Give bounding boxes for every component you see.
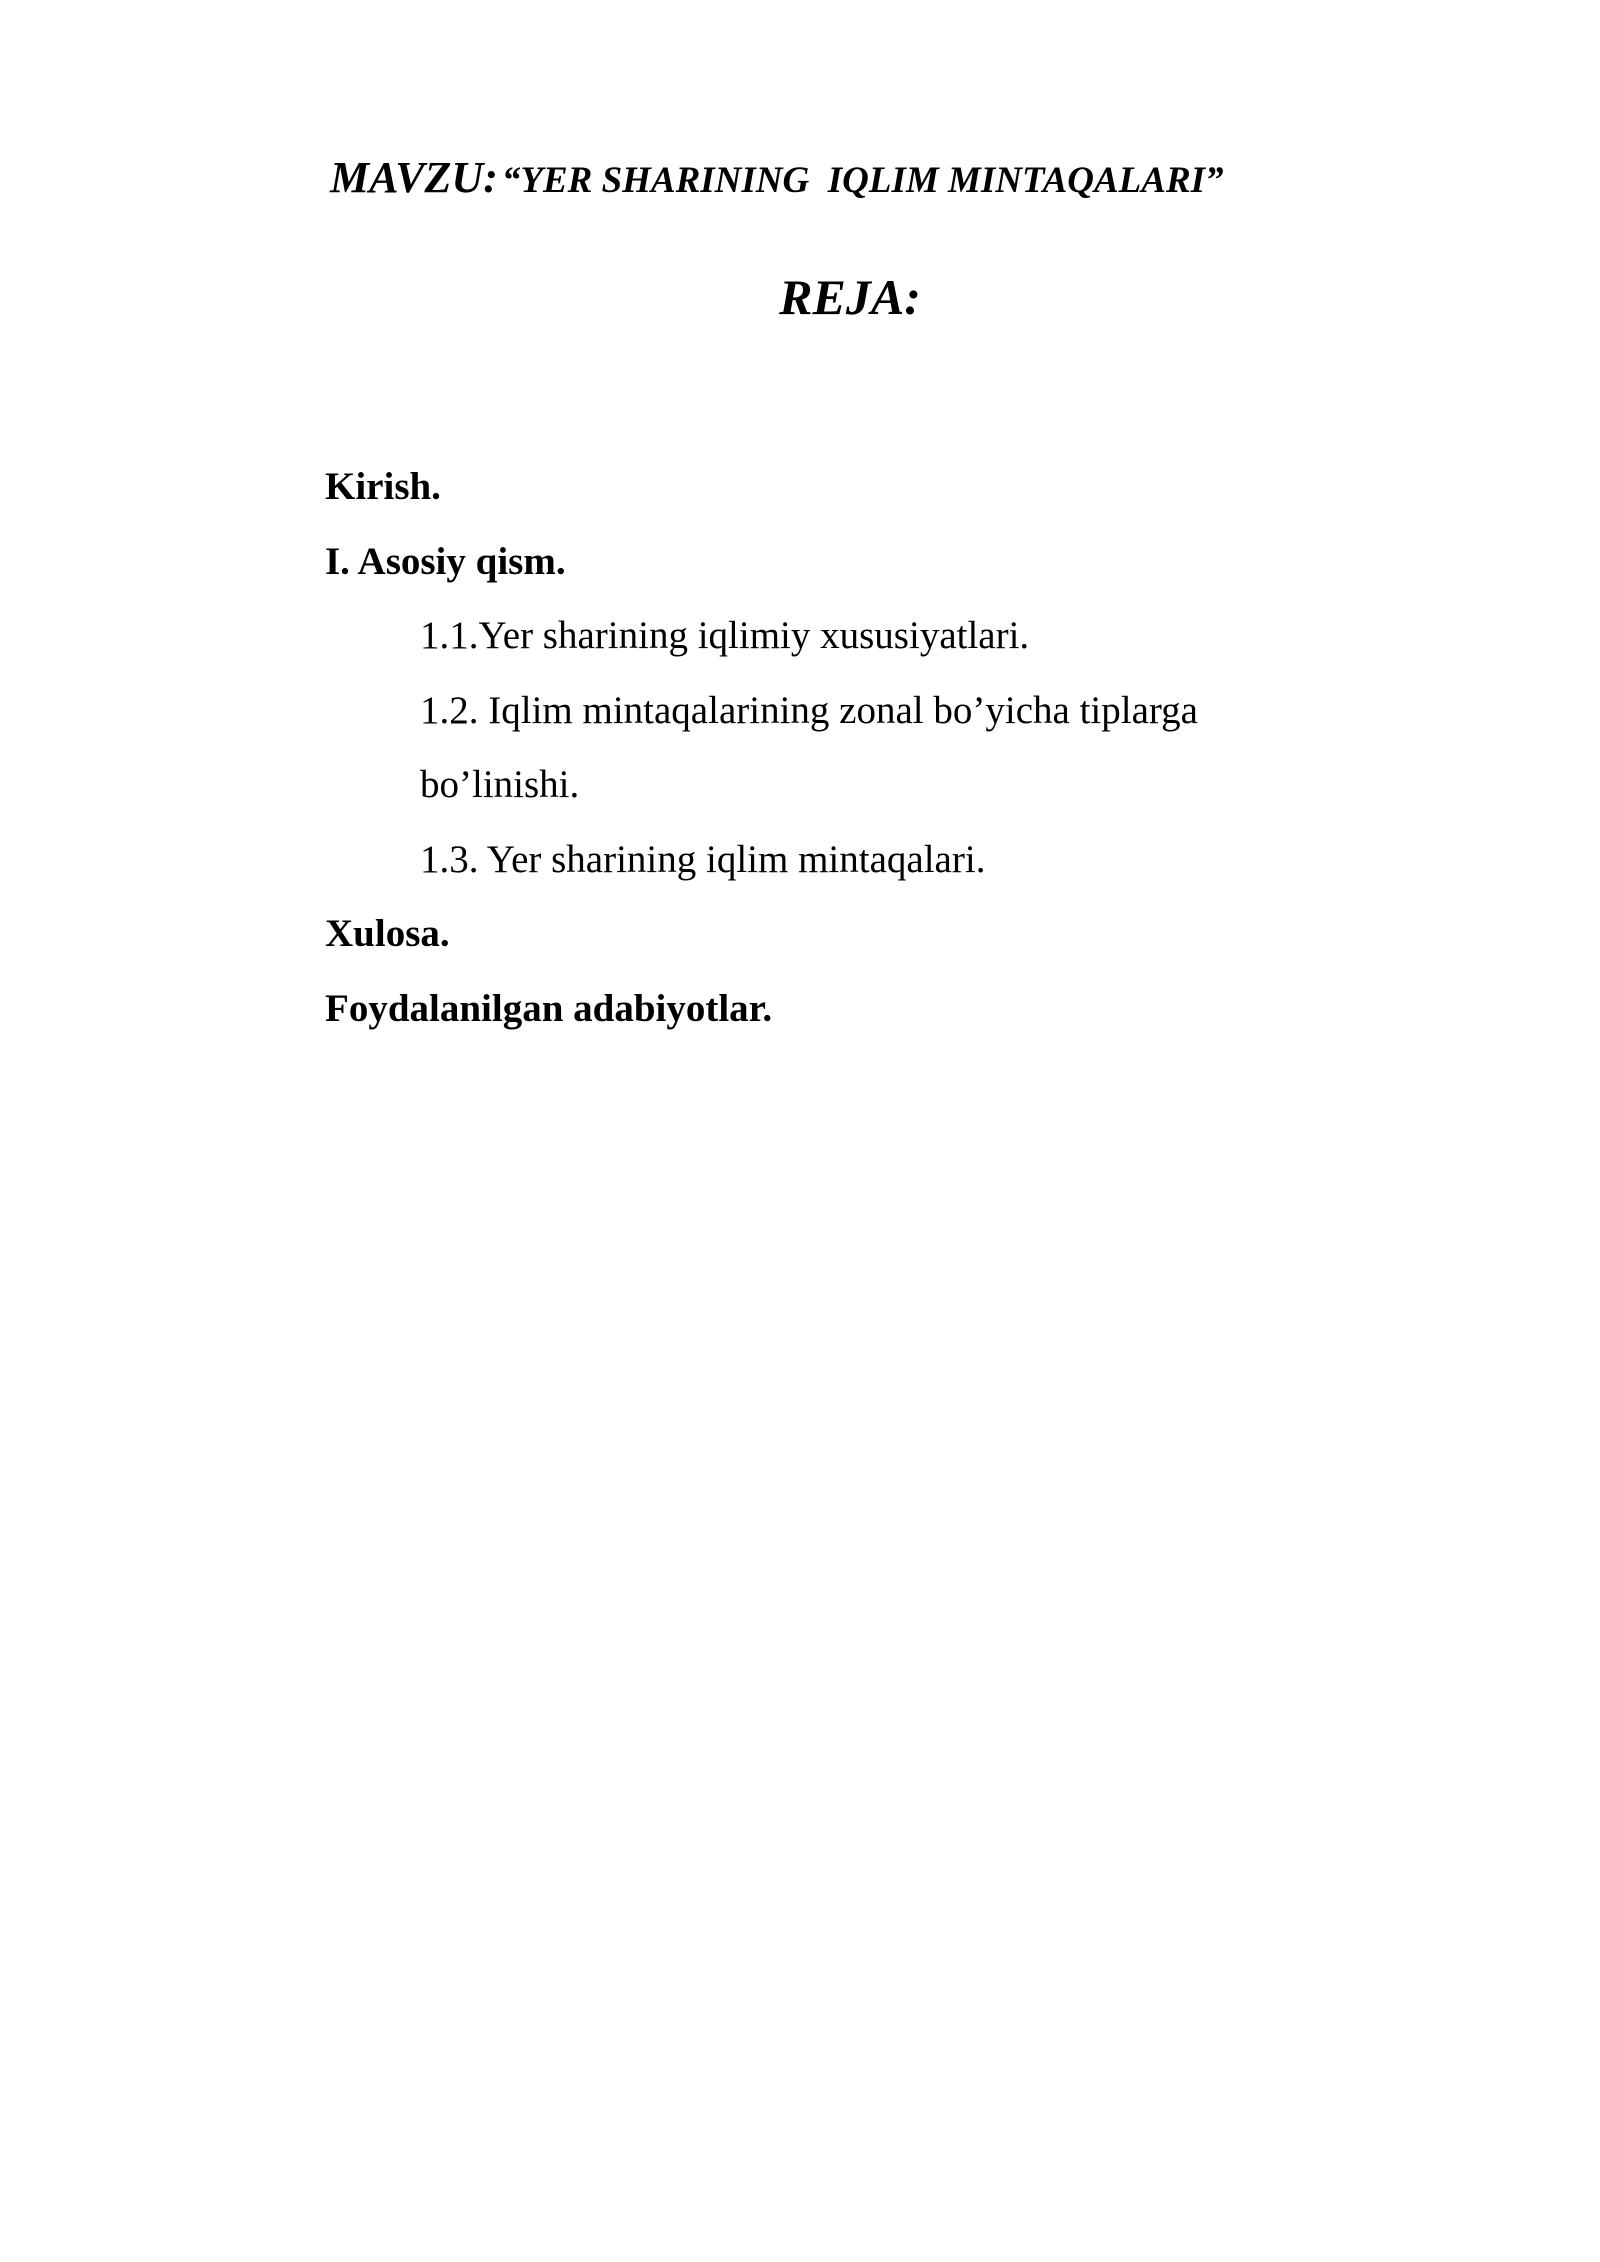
plan-item-introduction: Kirish.: [325, 465, 441, 508]
plan-item-conclusion: Xulosa.: [325, 912, 450, 955]
topic-prefix: MAVZU:: [330, 153, 498, 202]
plan-subitem-1-1: 1.1.Yer sharining iqlimiy xususiyatlari.: [420, 614, 1030, 657]
plan-subitem-1-2-continued: bo’linishi.: [420, 763, 580, 806]
plan-item-references: Foydalanilgan adabiyotlar.: [325, 986, 773, 1030]
topic-title: “YER SHARINING IQLIM MINTAQALARI”: [501, 160, 1224, 201]
plan-heading: REJA:: [779, 269, 921, 325]
plan-list: [325, 450, 1325, 1046]
topic-line: [330, 153, 1430, 202]
plan-subitem-1-2: 1.2. Iqlim mintaqalarining zonal bo’yicha tiplarga: [420, 688, 1198, 732]
plan-subitem-1-3: 1.3. Yer sharining iqlim mintaqalari.: [420, 837, 986, 881]
plan-item-main-part: I. Asosiy qism.: [325, 539, 566, 583]
